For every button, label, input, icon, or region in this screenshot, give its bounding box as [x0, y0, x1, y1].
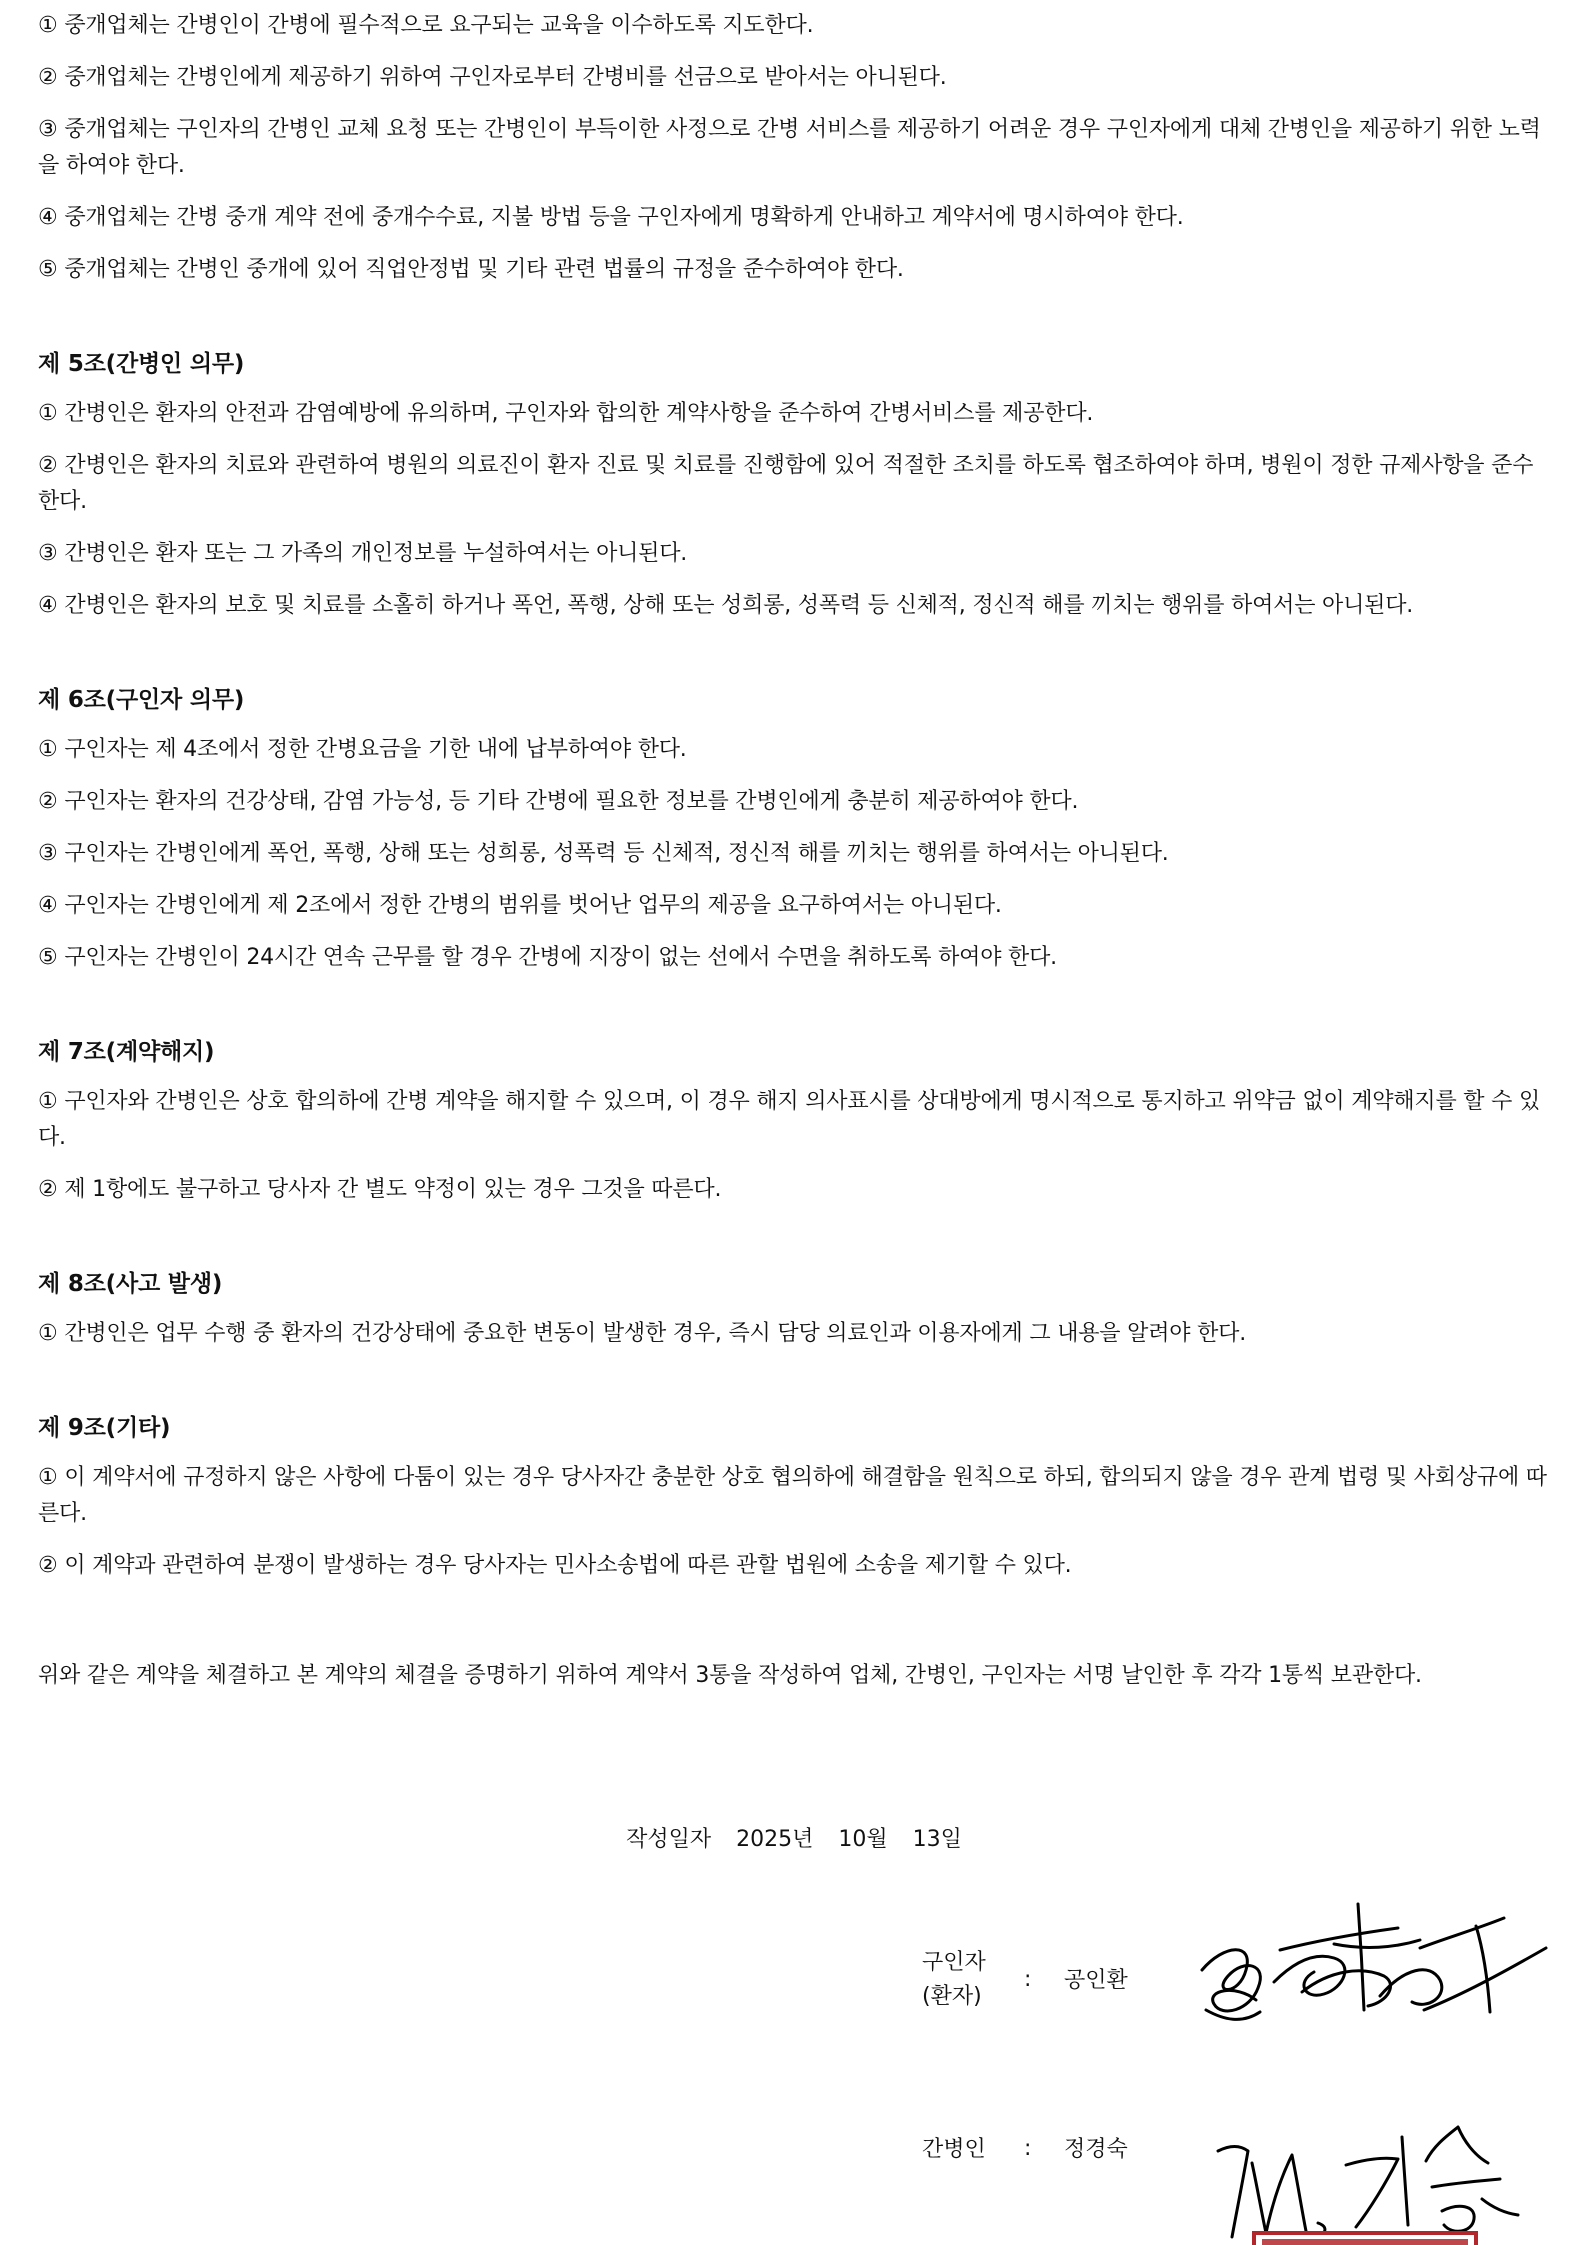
article-4-item-1: ① 중개업체는 간병인이 간병에 필수적으로 요구되는 교육을 이수하도록 지도한다. [38, 13, 814, 38]
caregiver-role: 간병인 [922, 2137, 986, 2162]
client-role-line2: (환자) [922, 1984, 982, 2009]
caregiver-signature [1206, 2115, 1546, 2245]
contract-document [38, 0, 1550, 1694]
closing-statement: 위와 같은 계약을 체결하고 본 계약의 체결을 증명하기 위하여 계약서 3통을 작성하여 업체, 간병인, 구인자는 서명 날인한 후 각각 1통씩 보관한다. [38, 1663, 1422, 1688]
article-9-title: 제 9조(기타) [38, 1415, 171, 1441]
date-year: 2025년 [736, 1827, 814, 1852]
article-9-item-1: ① 이 계약서에 규정하지 않은 사항에 다툼이 있는 경우 당사자간 충분한 상호 협의하에 해결함을 원칙으로 하되, 합의되지 않을 경우 관계 법령 및 사회상규에 따른다. [38, 1465, 1547, 1526]
article-6-item-4: ④ 구인자는 간병인에게 제 2조에서 정한 간병의 범위를 벗어난 업무의 제공을 요구하여서는 아니된다. [38, 893, 1002, 918]
client-role [922, 1946, 986, 2014]
article-6-title: 제 6조(구인자 의무) [38, 687, 245, 713]
article-6-item-1: ① 구인자는 제 4조에서 정한 간병요금을 기한 내에 납부하여야 한다. [38, 737, 687, 762]
article-6-item-2: ② 구인자는 환자의 건강상태, 감염 가능성, 등 기타 간병에 필요한 정보를 간병인에게 충분히 제공하여야 한다. [38, 789, 1079, 814]
date-month: 10월 [838, 1827, 888, 1852]
article-5-item-4: ④ 간병인은 환자의 보호 및 치료를 소홀히 하거나 폭언, 폭행, 상해 또는 성희롱, 성폭력 등 신체적, 정신적 해를 끼치는 행위를 하여서는 아니된다. [38, 593, 1414, 618]
caregiver-colon: : [1024, 2136, 1032, 2161]
article-7-item-1: ① 구인자와 간병인은 상호 합의하에 간병 계약을 해지할 수 있으며, 이 경우 해지 의사표시를 상대방에게 명시적으로 통지하고 위약금 없이 계약해지를 할 수 있다. [38, 1089, 1541, 1150]
caregiver-seal-stamp [1252, 2231, 1478, 2245]
client-role-line1: 구인자 [922, 1950, 986, 1975]
article-5-title: 제 5조(간병인 의무) [38, 351, 245, 377]
article-5-item-2: ② 간병인은 환자의 치료와 관련하여 병원의 의료진이 환자 진료 및 치료를 진행함에 있어 적절한 조치를 하도록 협조하여야 하며, 병원이 정한 규제사항을 준수한다. [38, 453, 1534, 514]
client-name: 공인환 [1064, 1968, 1128, 1993]
article-6 [38, 682, 1550, 976]
article-4-item-2: ② 중개업체는 간병인에게 제공하기 위하여 구인자로부터 간병비를 선금으로 받아서는 아니된다. [38, 65, 947, 90]
article-4-item-5: ⑤ 중개업체는 간병인 중개에 있어 직업안정법 및 기타 관련 법률의 규정을 준수하여야 한다. [38, 257, 904, 282]
article-4-continuation [38, 0, 1550, 288]
date-label: 작성일자 [626, 1827, 712, 1852]
article-5-item-1: ① 간병인은 환자의 안전과 감염예방에 유의하며, 구인자와 합의한 계약사항을 준수하여 간병서비스를 제공한다. [38, 401, 1094, 426]
article-5-item-3: ③ 간병인은 환자 또는 그 가족의 개인정보를 누설하여서는 아니된다. [38, 541, 688, 566]
caregiver-name: 정경숙 [1064, 2137, 1128, 2162]
article-4-item-3: ③ 중개업체는 구인자의 간병인 교체 요청 또는 간병인이 부득이한 사정으로 간병 서비스를 제공하기 어려운 경우 구인자에게 대체 간병인을 제공하기 위한 노력을 하여야 한다. [38, 117, 1541, 178]
article-4-item-4: ④ 중개업체는 간병 중개 계약 전에 중개수수료, 지불 방법 등을 구인자에게 명확하게 안내하고 계약서에 명시하여야 한다. [38, 205, 1184, 230]
article-8 [38, 1266, 1550, 1352]
article-6-item-5: ⑤ 구인자는 간병인이 24시간 연속 근무를 할 경우 간병에 지장이 없는 선에서 수면을 취하도록 하여야 한다. [38, 945, 1057, 970]
date-day: 13일 [912, 1827, 962, 1852]
article-8-item-1: ① 간병인은 업무 수행 중 환자의 건강상태에 중요한 변동이 발생한 경우, 즉시 담당 의료인과 이용자에게 그 내용을 알려야 한다. [38, 1321, 1246, 1346]
client-colon: : [1024, 1967, 1032, 1992]
date-line [0, 1822, 1588, 1858]
article-9-item-2: ② 이 계약과 관련하여 분쟁이 발생하는 경우 당사자는 민사소송법에 따른 관할 법원에 소송을 제기할 수 있다. [38, 1553, 1072, 1578]
client-signature [1184, 1892, 1564, 2042]
article-7 [38, 1034, 1550, 1208]
article-7-title: 제 7조(계약해지) [38, 1039, 215, 1065]
article-7-item-2: ② 제 1항에도 불구하고 당사자 간 별도 약정이 있는 경우 그것을 따른다. [38, 1177, 722, 1202]
article-8-title: 제 8조(사고 발생) [38, 1271, 223, 1297]
article-5 [38, 346, 1550, 624]
article-9 [38, 1410, 1550, 1584]
article-6-item-3: ③ 구인자는 간병인에게 폭언, 폭행, 상해 또는 성희롱, 성폭력 등 신체적, 정신적 해를 끼치는 행위를 하여서는 아니된다. [38, 841, 1169, 866]
